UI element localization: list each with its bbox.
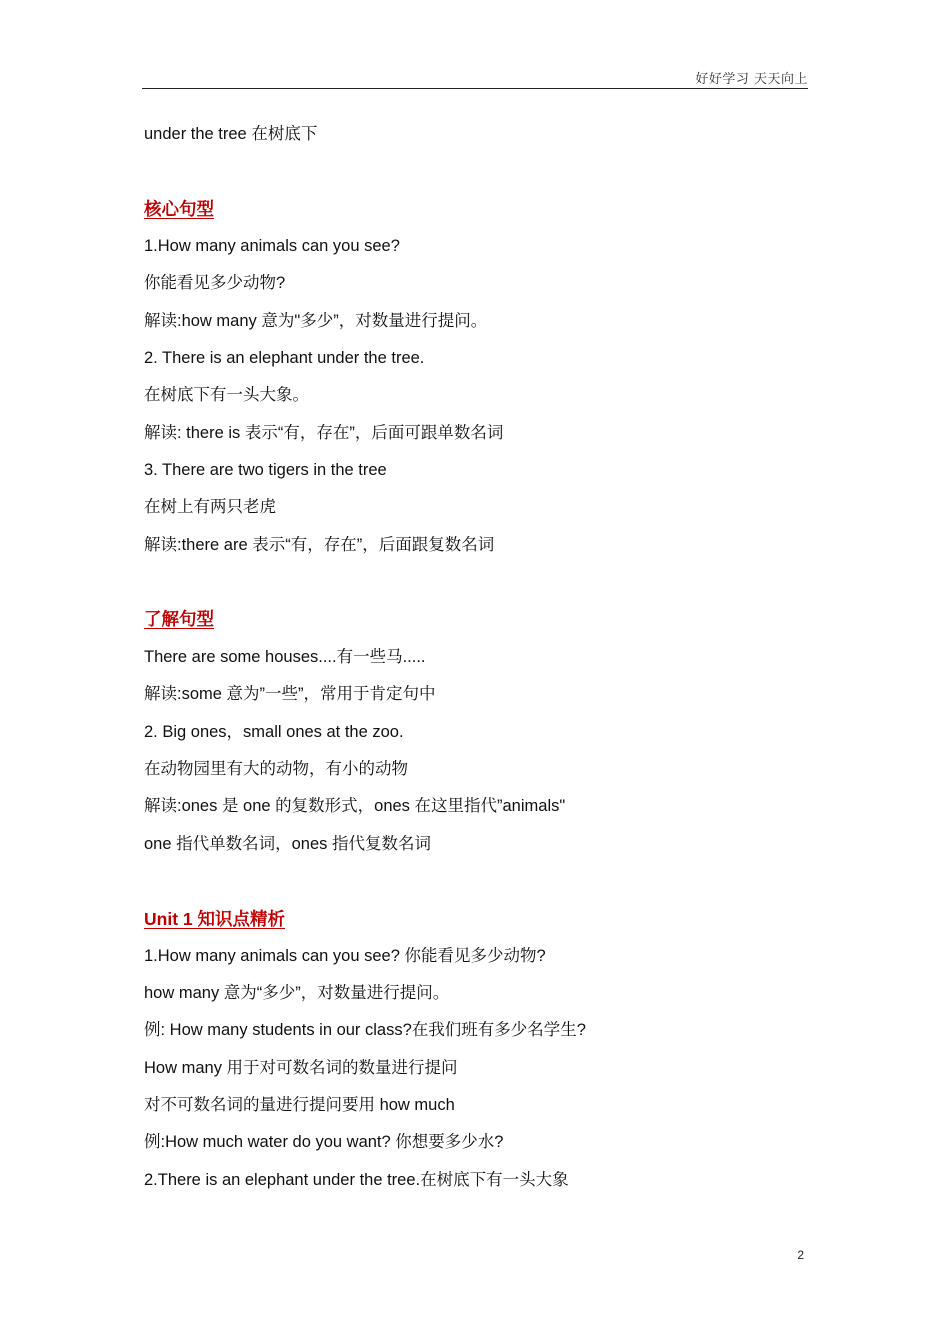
page-number: 2 [797,1248,804,1262]
text-line: 你能看见多少动物? [144,274,286,292]
text-line: 解读: there is 表示“有，存在”，后面可跟单数名词 [144,424,504,442]
text-line: 解读:there are 表示“有，存在”，后面跟复数名词 [144,536,495,554]
text-line: 1.How many animals can you see? 你能看见多少动物? [144,947,546,965]
text-line: 在动物园里有大的动物，有小的动物 [144,760,408,778]
header-divider [142,88,808,89]
text-line: 解读:ones 是 one 的复数形式，ones 在这里指代”animals" [144,797,566,815]
text-line: 解读:some 意为”一些”，常用于肯定句中 [144,685,436,703]
text-line: 在树上有两只老虎 [144,498,276,516]
text-line: How many 用于对可数名词的数量进行提问 [144,1059,458,1077]
text-line: 对不可数名词的量进行提问要用 how much [144,1096,455,1114]
text-line: 例: How many students in our class?在我们班有多少名学生? [144,1021,586,1039]
section-heading-understand-sentences: 了解句型 [144,609,214,629]
text-line: There are some houses....有一些马..... [144,648,426,666]
text-line: 解读:how many 意为"多少”，对数量进行提问。 [144,312,488,330]
text-line: 2. Big ones，small ones at the zoo. [144,723,404,741]
intro-line: under the tree 在树底下 [144,125,318,143]
text-line: how many 意为“多少”，对数量进行提问。 [144,984,450,1002]
text-line: one 指代单数名词，ones 指代复数名词 [144,835,431,853]
text-line: 例:How much water do you want? 你想要多少水? [144,1133,504,1151]
section-heading-core-sentences: 核心句型 [144,199,214,219]
text-line: 2. There is an elephant under the tree. [144,349,425,367]
text-line: 2.There is an elephant under the tree.在树底下有一头大象 [144,1171,569,1189]
text-line: 3. There are two tigers in the tree [144,461,387,479]
text-line: 在树底下有一头大象。 [144,386,309,404]
section-heading-unit1-analysis: Unit 1 知识点精析 [144,909,285,929]
text-line: 1.How many animals can you see? [144,237,400,255]
page-header: 好好学习 天天向上 [695,72,808,87]
